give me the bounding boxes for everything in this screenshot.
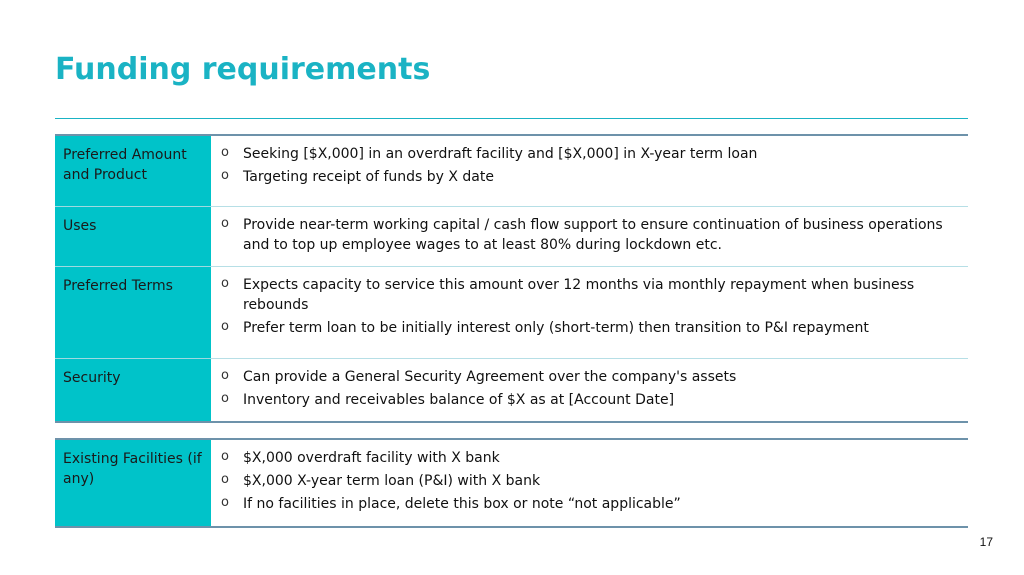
row-label: Preferred Terms	[55, 266, 211, 358]
table-row	[55, 358, 968, 422]
list-item: o Seeking [$X,000] in an overdraft facility and [$X,000] in X-year term loan	[221, 145, 758, 162]
existing-facilities-table	[55, 438, 968, 528]
list-item: o Prefer term loan to be initially interest only (short-term) then transition to P&I repayment	[221, 318, 869, 336]
bullet-list	[219, 367, 954, 410]
list-item: o $X,000 overdraft facility with X bank	[221, 449, 500, 466]
row-label: Existing Facilities (if any)	[55, 439, 211, 527]
list-item: o Provide near-term working capital / cash flow support to ensure continuation of business operations and to top up employee wages to at least 80% during lockdown etc.	[221, 215, 943, 253]
bullet-icon: o	[221, 145, 229, 160]
bullet-list	[219, 215, 954, 255]
bullet-icon: o	[221, 367, 229, 383]
bullet-icon: o	[221, 215, 229, 231]
title-divider	[55, 118, 968, 119]
table-row	[55, 266, 968, 358]
bullet-list	[219, 448, 954, 514]
table-row	[55, 439, 968, 527]
row-label: Uses	[55, 206, 211, 266]
table-row	[55, 206, 968, 266]
bullet-icon: o	[221, 472, 229, 487]
row-label: Preferred Amount and Product	[55, 135, 211, 206]
row-label: Security	[55, 358, 211, 422]
funding-table	[55, 134, 968, 423]
list-item: o If no facilities in place, delete this box or note “not applicable”	[221, 495, 681, 512]
list-item: o Can provide a General Security Agreement over the company's assets	[221, 367, 737, 385]
table-row	[55, 135, 968, 206]
page-number: 17	[979, 535, 993, 549]
bullet-list	[219, 144, 954, 187]
list-item: o Inventory and receivables balance of $X as at [Account Date]	[221, 390, 675, 408]
bullet-icon: o	[221, 275, 229, 291]
bullet-list	[219, 275, 954, 338]
bullet-icon: o	[221, 168, 229, 183]
bullet-icon: o	[221, 495, 229, 510]
bullet-icon: o	[221, 318, 229, 334]
bullet-icon: o	[221, 390, 229, 406]
page-title: Funding requirements	[55, 52, 431, 87]
list-item: o $X,000 X-year term loan (P&I) with X bank	[221, 472, 541, 489]
bullet-icon: o	[221, 449, 229, 464]
list-item: o Expects capacity to service this amount over 12 months via monthly repayment when business rebounds	[221, 275, 915, 313]
list-item: o Targeting receipt of funds by X date	[221, 168, 494, 185]
